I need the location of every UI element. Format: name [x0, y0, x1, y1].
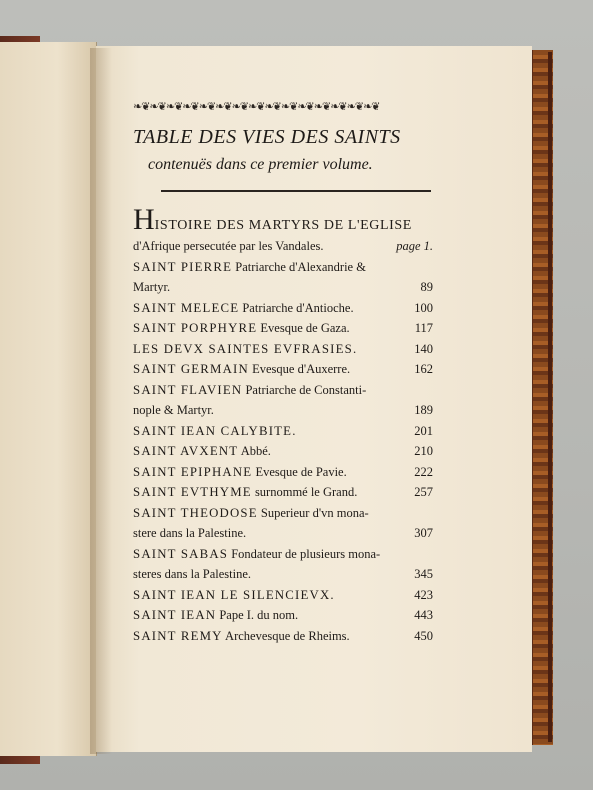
entry-description: Martyr. [133, 280, 171, 294]
entry-description: Superieur d'vn mona- [257, 505, 369, 520]
entry-description: Evesque de Pavie. [252, 464, 347, 479]
page-gutter [90, 48, 112, 754]
page-number: page 1. [396, 239, 433, 253]
toc-entry [133, 203, 433, 236]
toc-entry [133, 523, 433, 544]
entry-description: Abbé. [238, 444, 271, 458]
saint-name: SAINT PORPHYRE [133, 321, 258, 335]
toc-entry [133, 421, 433, 442]
entry-description: Patriarche d'Antioche. [239, 300, 354, 315]
toc-entry [133, 585, 433, 606]
left-page [0, 42, 97, 756]
drop-cap: H [133, 203, 155, 236]
toc-entry [133, 339, 433, 360]
saint-name: SAINT IEAN CALYBITE. [133, 423, 297, 438]
saint-name: SAINT FLAVIEN [133, 382, 243, 397]
toc-entry [133, 564, 433, 585]
saint-name: SAINT IEAN LE SILENCIEVX. [133, 587, 335, 602]
entry-description: Pape I. du nom. [216, 608, 299, 622]
ornamental-border: ❧❦❧❦❧❦❧❦❧❦❧❦❧❦❧❦❧❦❧❦❧❦❧❦❧❦❧❦❧❦ [133, 100, 380, 112]
toc-entry [133, 462, 433, 483]
saint-name: LES DEVX SAINTES EVFRASIES. [133, 341, 358, 356]
entry-description: Patriarche de Constanti- [242, 382, 367, 397]
toc-entry [133, 236, 433, 257]
toc-entry [133, 544, 433, 565]
entry-description: surnommé le Grand. [251, 485, 358, 499]
saint-name: SAINT EPIPHANE [133, 464, 253, 479]
page-number: 100 [414, 300, 433, 315]
saint-name: SAINT AVXENT [133, 444, 239, 458]
title-rule [161, 190, 431, 192]
toc-entry [133, 503, 433, 524]
saint-name: SAINT GERMAIN [133, 362, 249, 376]
page-number: 89 [420, 280, 433, 294]
page-title: TABLE DES VIES DES SAINTS [133, 126, 401, 148]
entry-description: nople & Martyr. [133, 403, 214, 417]
entry-description: d'Afrique persecutée par les Vandales. [133, 239, 324, 253]
toc-entry [133, 400, 433, 421]
saint-name: SAINT THEODOSE [133, 505, 258, 520]
entry-description: Archevesque de Rheims. [222, 628, 350, 643]
toc-entry [133, 482, 433, 503]
page-number: 345 [414, 567, 433, 581]
page-number: 162 [414, 362, 433, 376]
toc-entry [133, 380, 433, 401]
saint-name: SAINT REMY [133, 628, 223, 643]
toc-entry [133, 359, 433, 380]
page-number: 222 [414, 464, 433, 479]
page-number: 210 [414, 444, 433, 458]
saint-name: SAINT MELECE [133, 300, 240, 315]
toc-entry [133, 257, 433, 278]
saint-name: SAINT SABAS [133, 546, 229, 561]
entry-description: Evesque de Gaza. [257, 321, 350, 335]
page-number: 117 [414, 321, 433, 335]
saint-name: SAINT PIERRE [133, 259, 233, 274]
toc-entry [133, 626, 433, 647]
toc-entry [133, 441, 433, 462]
toc-entry [133, 318, 433, 339]
book-cover-right-outer [548, 52, 552, 742]
page-number: 189 [414, 403, 433, 417]
table-of-contents [133, 203, 433, 646]
entry-description: steres dans la Palestine. [133, 567, 252, 581]
page-number: 140 [414, 341, 433, 356]
page-number: 201 [414, 423, 433, 438]
page-number: 423 [414, 587, 433, 602]
page-number: 307 [414, 526, 433, 540]
page-number: 443 [414, 608, 433, 622]
saint-name: SAINT IEAN [133, 608, 217, 622]
saint-name: SAINT EVTHYME [133, 485, 252, 499]
entry-description: Patriarche d'Alexandrie & [232, 259, 366, 274]
toc-entry [133, 605, 433, 626]
entry-description: stere dans la Palestine. [133, 526, 247, 540]
saint-name: ISTOIRE DES MARTYRS DE L'EGLISE [154, 218, 412, 233]
page-subtitle: contenuës dans ce premier volume. [148, 156, 373, 173]
entry-description: Fondateur de plusieurs mona- [228, 546, 381, 561]
entry-description: Evesque d'Auxerre. [248, 362, 351, 376]
page-number: 257 [414, 485, 433, 499]
page-number: 450 [414, 628, 433, 643]
toc-entry [133, 298, 433, 319]
toc-entry [133, 277, 433, 298]
